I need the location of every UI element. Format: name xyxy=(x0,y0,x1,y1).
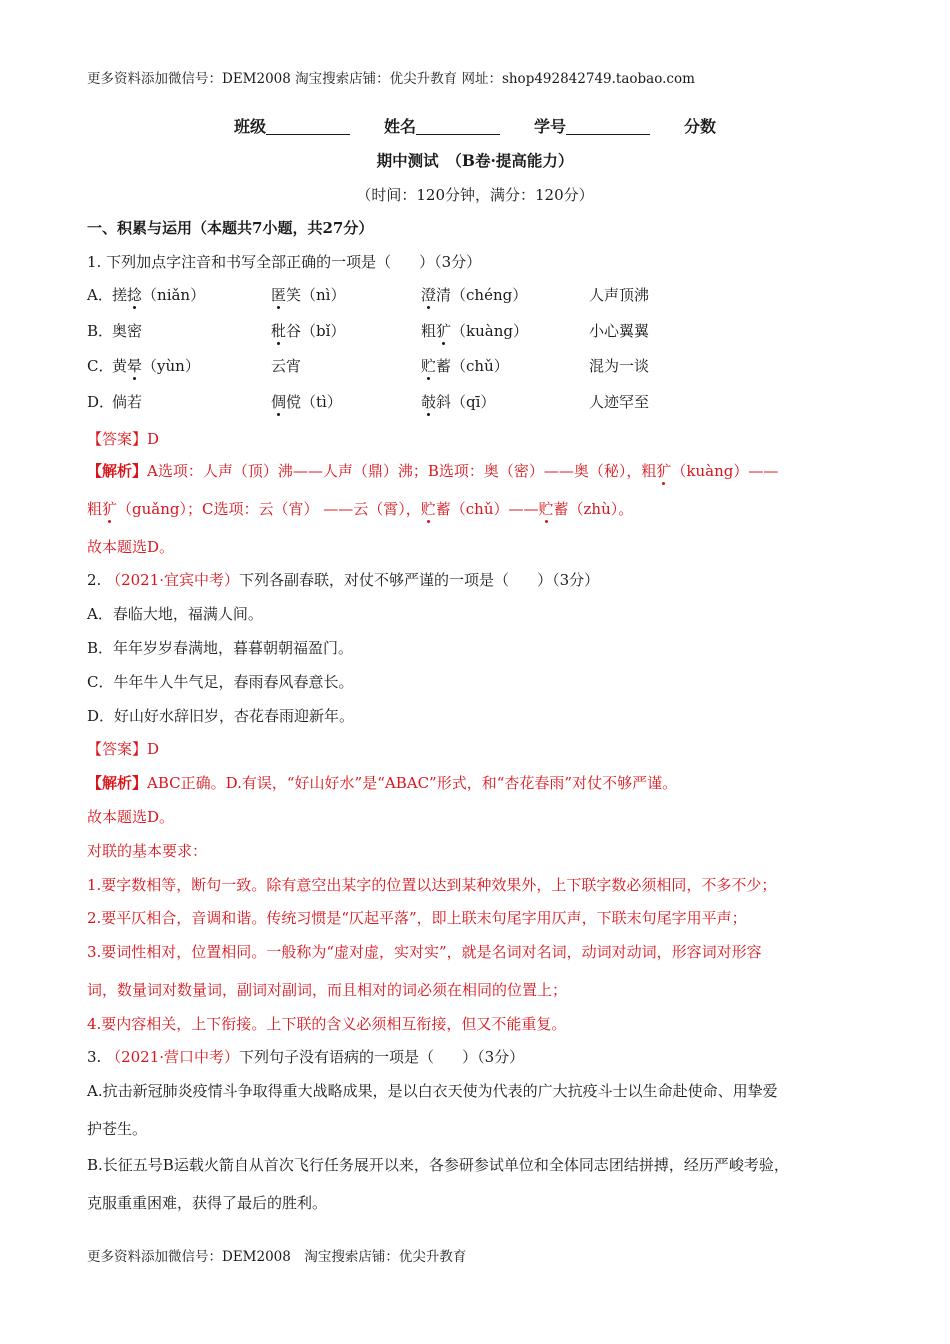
q1-option-d-item3: 攲斜（qī） xyxy=(421,393,496,411)
q3-stem: 3. （2021·营口中考）下列句子没有语病的一项是（ ）（3分） xyxy=(87,1048,525,1066)
q1-option-b-item1: 奥密 xyxy=(112,322,143,340)
class-blank[interactable] xyxy=(266,118,350,135)
q2-option-b: B．年年岁岁春满地，暮暮朝朝福盈门。 xyxy=(87,639,354,657)
q2-requirement-3a: 3.要词性相对，位置相同。一般称为“虚对虚，实对实”，就是名词对名词，动词对动词，形容词对形容 xyxy=(87,943,762,961)
q1-option-b-item3: 粗犷（kuàng） xyxy=(421,322,528,340)
q2-source: （2021·宜宾中考） xyxy=(106,571,240,589)
q3-option-b-line2: 克服重重困难，获得了最后的胜利。 xyxy=(87,1194,328,1212)
q1-option-a-item4: 人声顶沸 xyxy=(589,286,650,304)
q1-answer: 【答案】D xyxy=(87,430,160,448)
q2-conclusion: 故本题选D。 xyxy=(87,808,175,826)
q1-option-b-item2: 秕谷（bǐ） xyxy=(271,322,346,340)
q1-option-a-item1: 搓捻（niǎn） xyxy=(112,286,206,304)
exam-title: 期中测试 （B卷·提高能力） xyxy=(376,151,574,170)
q1-analysis-line2: 粗犷（guǎng）；C选项：云（宵） ——云（霄），贮蓄（chǔ）——贮蓄（zhù）。 xyxy=(87,500,634,518)
q2-option-c: C．牛年牛人牛气足，春雨春风春意长。 xyxy=(87,673,354,691)
exam-subtitle: （时间：120分钟，满分：120分） xyxy=(356,186,594,204)
q2-stem: 2. （2021·宜宾中考）下列各副春联，对仗不够严谨的一项是（ ）（3分） xyxy=(87,571,600,589)
q1-option-c-label: C． xyxy=(87,357,114,375)
q3-option-a-line2: 护苍生。 xyxy=(87,1120,148,1138)
q1-stem: 1. 下列加点字注音和书写全部正确的一项是（ ）（3分） xyxy=(87,253,482,271)
q2-option-d: D．好山好水辞旧岁，杏花春雨迎新年。 xyxy=(87,707,355,725)
q2-requirements-title: 对联的基本要求： xyxy=(87,842,208,860)
page-footer: 更多资料添加微信号：DEM2008 淘宝搜索店铺：优尖升教育 xyxy=(87,1249,467,1265)
score-label: 分数 xyxy=(684,117,717,136)
q2-answer: 【答案】D xyxy=(87,740,160,758)
class-label: 班级 xyxy=(233,117,266,136)
q2-option-a: A．春临大地，福满人间。 xyxy=(87,605,263,623)
q1-option-d-item4: 人迹罕至 xyxy=(589,393,650,411)
q1-option-b-label: B． xyxy=(87,322,114,340)
q1-analysis-line1: 【解析】A选项：人声（顶）沸——人声（鼎）沸；B选项：奥（密）——奥（秘），粗犷（kuàng）—— xyxy=(87,462,779,480)
q2-requirement-4: 4.要内容相关，上下衔接。上下联的含义必须相互衔接，但又不能重复。 xyxy=(87,1015,567,1033)
q1-option-c-item2: 云宵 xyxy=(271,357,302,375)
q1-option-a-item2: 匿笑（nì） xyxy=(271,286,346,304)
q1-option-c-item3: 贮蓄（chǔ） xyxy=(421,357,509,375)
q2-requirement-1: 1.要字数相等，断句一致。除有意空出某字的位置以达到某种效果外，上下联字数必须相同，不多不少； xyxy=(87,876,777,894)
q2-analysis: 【解析】ABC正确。D.有误，“好山好水”是“ABAC”形式，和“杏花春雨”对仗不够严谨。 xyxy=(87,774,678,792)
q2-requirement-2: 2.要平仄相合，音调和谐。传统习惯是“仄起平落”，即上联末句尾字用仄声，下联末句尾字用平声； xyxy=(87,909,747,927)
id-label: 学号 xyxy=(534,117,567,136)
q3-option-a-line1: A.抗击新冠肺炎疫情斗争取得重大战略成果，是以白衣天使为代表的广大抗疫斗士以生命赴使命、用挚爱 xyxy=(87,1082,778,1100)
student-info-row xyxy=(0,116,950,138)
name-label: 姓名 xyxy=(383,117,416,136)
q1-option-d-label: D． xyxy=(87,393,115,411)
q1-option-d-item2: 倜傥（tì） xyxy=(271,393,342,411)
q1-option-d-item1: 倘若 xyxy=(112,393,143,411)
q1-option-c-item1: 黄晕（yùn） xyxy=(112,357,200,375)
q2-requirement-3b: 词，数量词对数量词，副词对副词，而且相对的词必须在相同的位置上； xyxy=(87,981,568,999)
q1-conclusion: 故本题选D。 xyxy=(87,538,175,556)
q1-option-b-item4: 小心翼翼 xyxy=(589,322,650,340)
id-blank[interactable] xyxy=(566,118,650,135)
q1-option-a-item3: 澄清（chéng） xyxy=(421,286,528,304)
section-heading: 一、积累与运用（本题共7小题，共27分） xyxy=(87,219,374,237)
q1-option-a-label: A． xyxy=(87,286,113,304)
q3-source: （2021·营口中考） xyxy=(106,1048,240,1066)
q3-option-b-line1: B.长征五号B运载火箭自从首次飞行任务展开以来，各参研参试单位和全体同志团结拼搏，经历严峻考验， xyxy=(87,1156,789,1174)
page-header: 更多资料添加微信号：DEM2008 淘宝搜索店铺：优尖升教育 网址：shop492842749.taobao.com xyxy=(87,71,695,87)
q1-option-c-item4: 混为一谈 xyxy=(589,357,650,375)
name-blank[interactable] xyxy=(416,118,500,135)
